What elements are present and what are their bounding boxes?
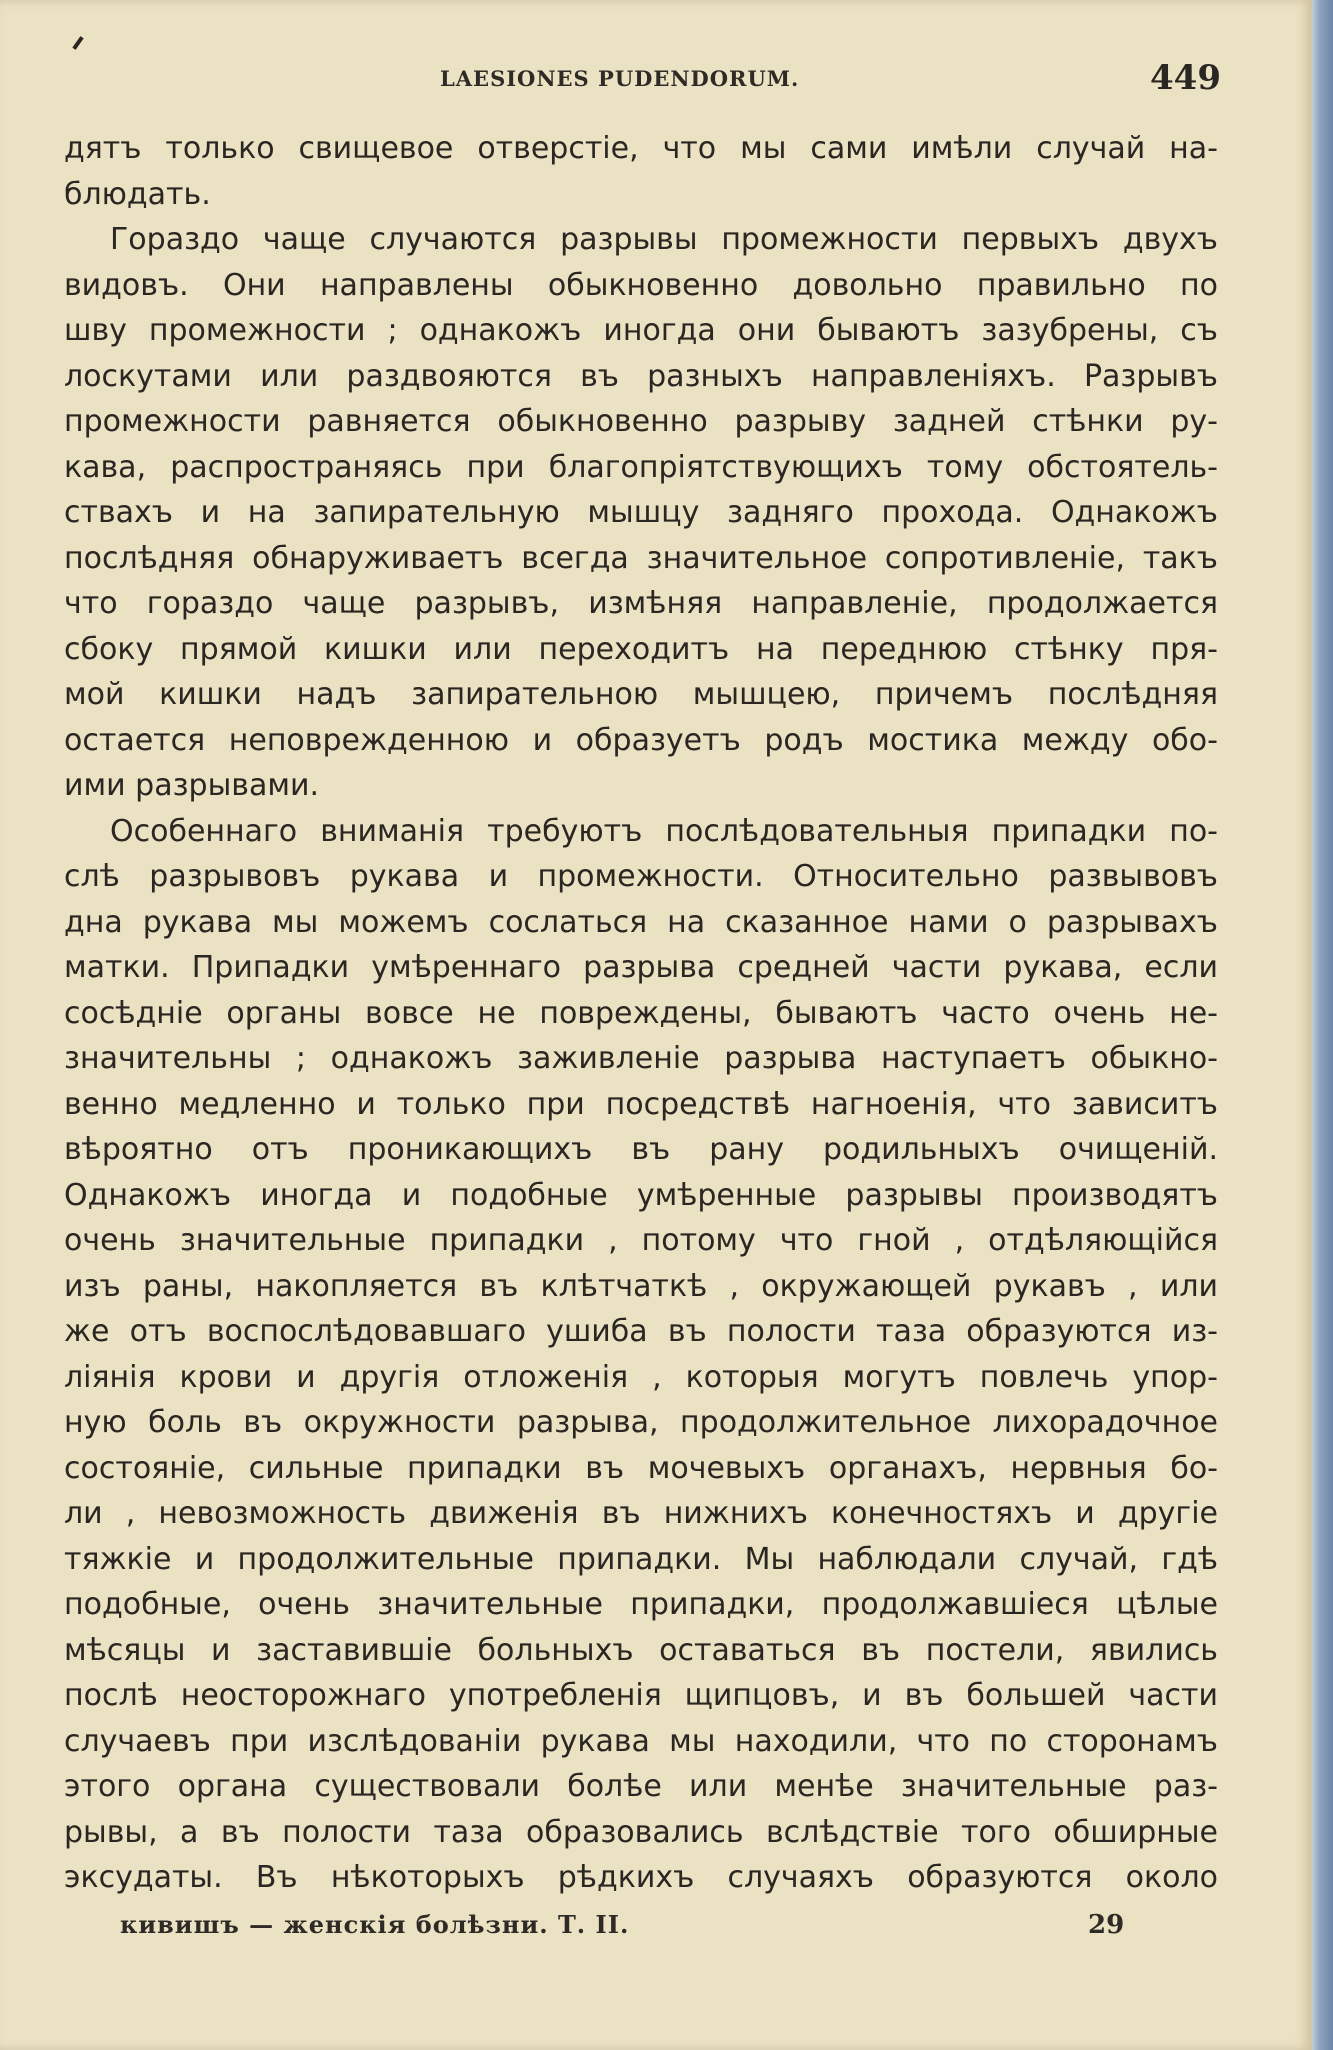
text-line: изъ раны, накопляется въ клѣтчаткѣ , окружающей рукавъ , или (64, 1268, 1218, 1304)
text-line: ими разрывами. (64, 768, 319, 803)
text-line: мой кишки надъ запирательною мышцею, причемъ послѣдняя (64, 677, 1218, 712)
text-line: кава, распространяясь при благопріятствующихъ тому обстоятель- (64, 449, 1218, 485)
signature-mark: кивишъ — женскія болѣзни. Т. II. (120, 1910, 630, 1939)
text-line: Однакожъ иногда и подобные умѣренные разрывы производятъ (64, 1177, 1218, 1213)
scan-background-strip (1311, 0, 1333, 2050)
text-line: эксудаты. Въ нѣкоторыхъ рѣдкихъ случаяхъ образуются около (64, 1860, 1218, 1895)
text-line: тяжкіе и продолжительные припадки. Мы наблюдали случай, гдѣ (64, 1541, 1218, 1577)
text-line: остается неповрежденною и образуетъ родъ мостика между обо- (64, 722, 1218, 758)
text-line: ліянія крови и другія отложенія , которыя могутъ повлечь упор- (64, 1359, 1218, 1395)
text-line: ствахъ и на запирательную мышцу задняго прохода. Однакожъ (64, 495, 1218, 530)
text-line: сбоку прямой кишки или переходитъ на переднюю стѣнку пря- (64, 631, 1218, 667)
text-line: состояніе, сильные припадки въ мочевыхъ органахъ, нервныя бо- (64, 1450, 1218, 1486)
text-line: блюдать. (64, 176, 211, 212)
text-line: вѣроятно отъ проникающихъ въ рану родильныхъ очищеній. (64, 1132, 1218, 1167)
signature-number: 29 (1088, 1910, 1125, 1940)
text-line: случаевъ при изслѣдованіи рукава мы находили, что по сторонамъ (64, 1723, 1218, 1759)
text-line: Гораздо чаще случаются разрывы промежности первыхъ двухъ (110, 222, 1218, 257)
text-line: очень значительные припадки , потому что гной , отдѣляющійся (64, 1223, 1218, 1258)
text-line: послѣдняя обнаруживаетъ всегда значительное сопротивленіе, такъ (64, 540, 1218, 576)
text-line: видовъ. Они направлены обыкновенно довольно правильно по (64, 267, 1218, 303)
text-line: матки. Припадки умѣреннаго разрыва средней части рукава, если (64, 950, 1218, 985)
running-title: LAESIONES PUDENDORUM. (440, 66, 800, 91)
text-line: шву промежности ; однакожъ иногда они бываютъ зазубрены, съ (64, 313, 1218, 348)
text-line: мѣсяцы и заставившіе больныхъ оставаться въ постели, явились (64, 1632, 1218, 1668)
text-line: венно медленно и только при посредствѣ нагноенія, что зависитъ (64, 1086, 1218, 1122)
text-line: ли , невозможность движенія въ нижнихъ конечностяхъ и другіе (64, 1496, 1218, 1531)
text-line: значительны ; однакожъ заживленіе разрыва наступаетъ обыкно- (64, 1041, 1218, 1076)
text-line: же отъ воспослѣдовавшаго ушиба въ полости таза образуются из- (64, 1314, 1218, 1349)
text-line: лоскутами или раздвояются въ разныхъ направленіяхъ. Разрывъ (64, 358, 1218, 394)
text-line: этого органа существовали болѣе или менѣе значительные раз- (64, 1769, 1218, 1804)
text-line: сосѣдніе органы вовсе не повреждены, бываютъ часто очень не- (64, 995, 1218, 1031)
signature-footer (120, 1910, 1220, 1950)
text-line: ную боль въ окружности разрыва, продолжительное лихорадочное (64, 1405, 1218, 1440)
text-line: промежности равняется обыкновенно разрыву задней стѣнки ру- (64, 404, 1218, 439)
pencil-tick-mark (72, 36, 83, 50)
body-text (64, 126, 1218, 1901)
text-line: дятъ только свищевое отверстіе, что мы сами имѣли случай на- (64, 131, 1218, 166)
text-line: что гораздо чаще разрывъ, измѣняя направленіе, продолжается (64, 586, 1218, 621)
page-number: 449 (1150, 58, 1221, 98)
text-line: дна рукава мы можемъ сослаться на сказанное нами о разрывахъ (64, 904, 1218, 940)
text-line: послѣ неосторожнаго употребленія щипцовъ, и въ большей части (64, 1678, 1218, 1713)
text-line: слѣ разрывовъ рукава и промежности. Относительно развывовъ (64, 859, 1218, 894)
text-line: рывы, а въ полости таза образовались вслѣдствіе того обширные (64, 1814, 1218, 1850)
running-head (0, 58, 1312, 98)
text-line: подобные, очень значительные припадки, продолжавшіеся цѣлые (64, 1587, 1218, 1622)
text-line: Особеннаго вниманія требуютъ послѣдовательныя припадки по- (110, 813, 1218, 849)
